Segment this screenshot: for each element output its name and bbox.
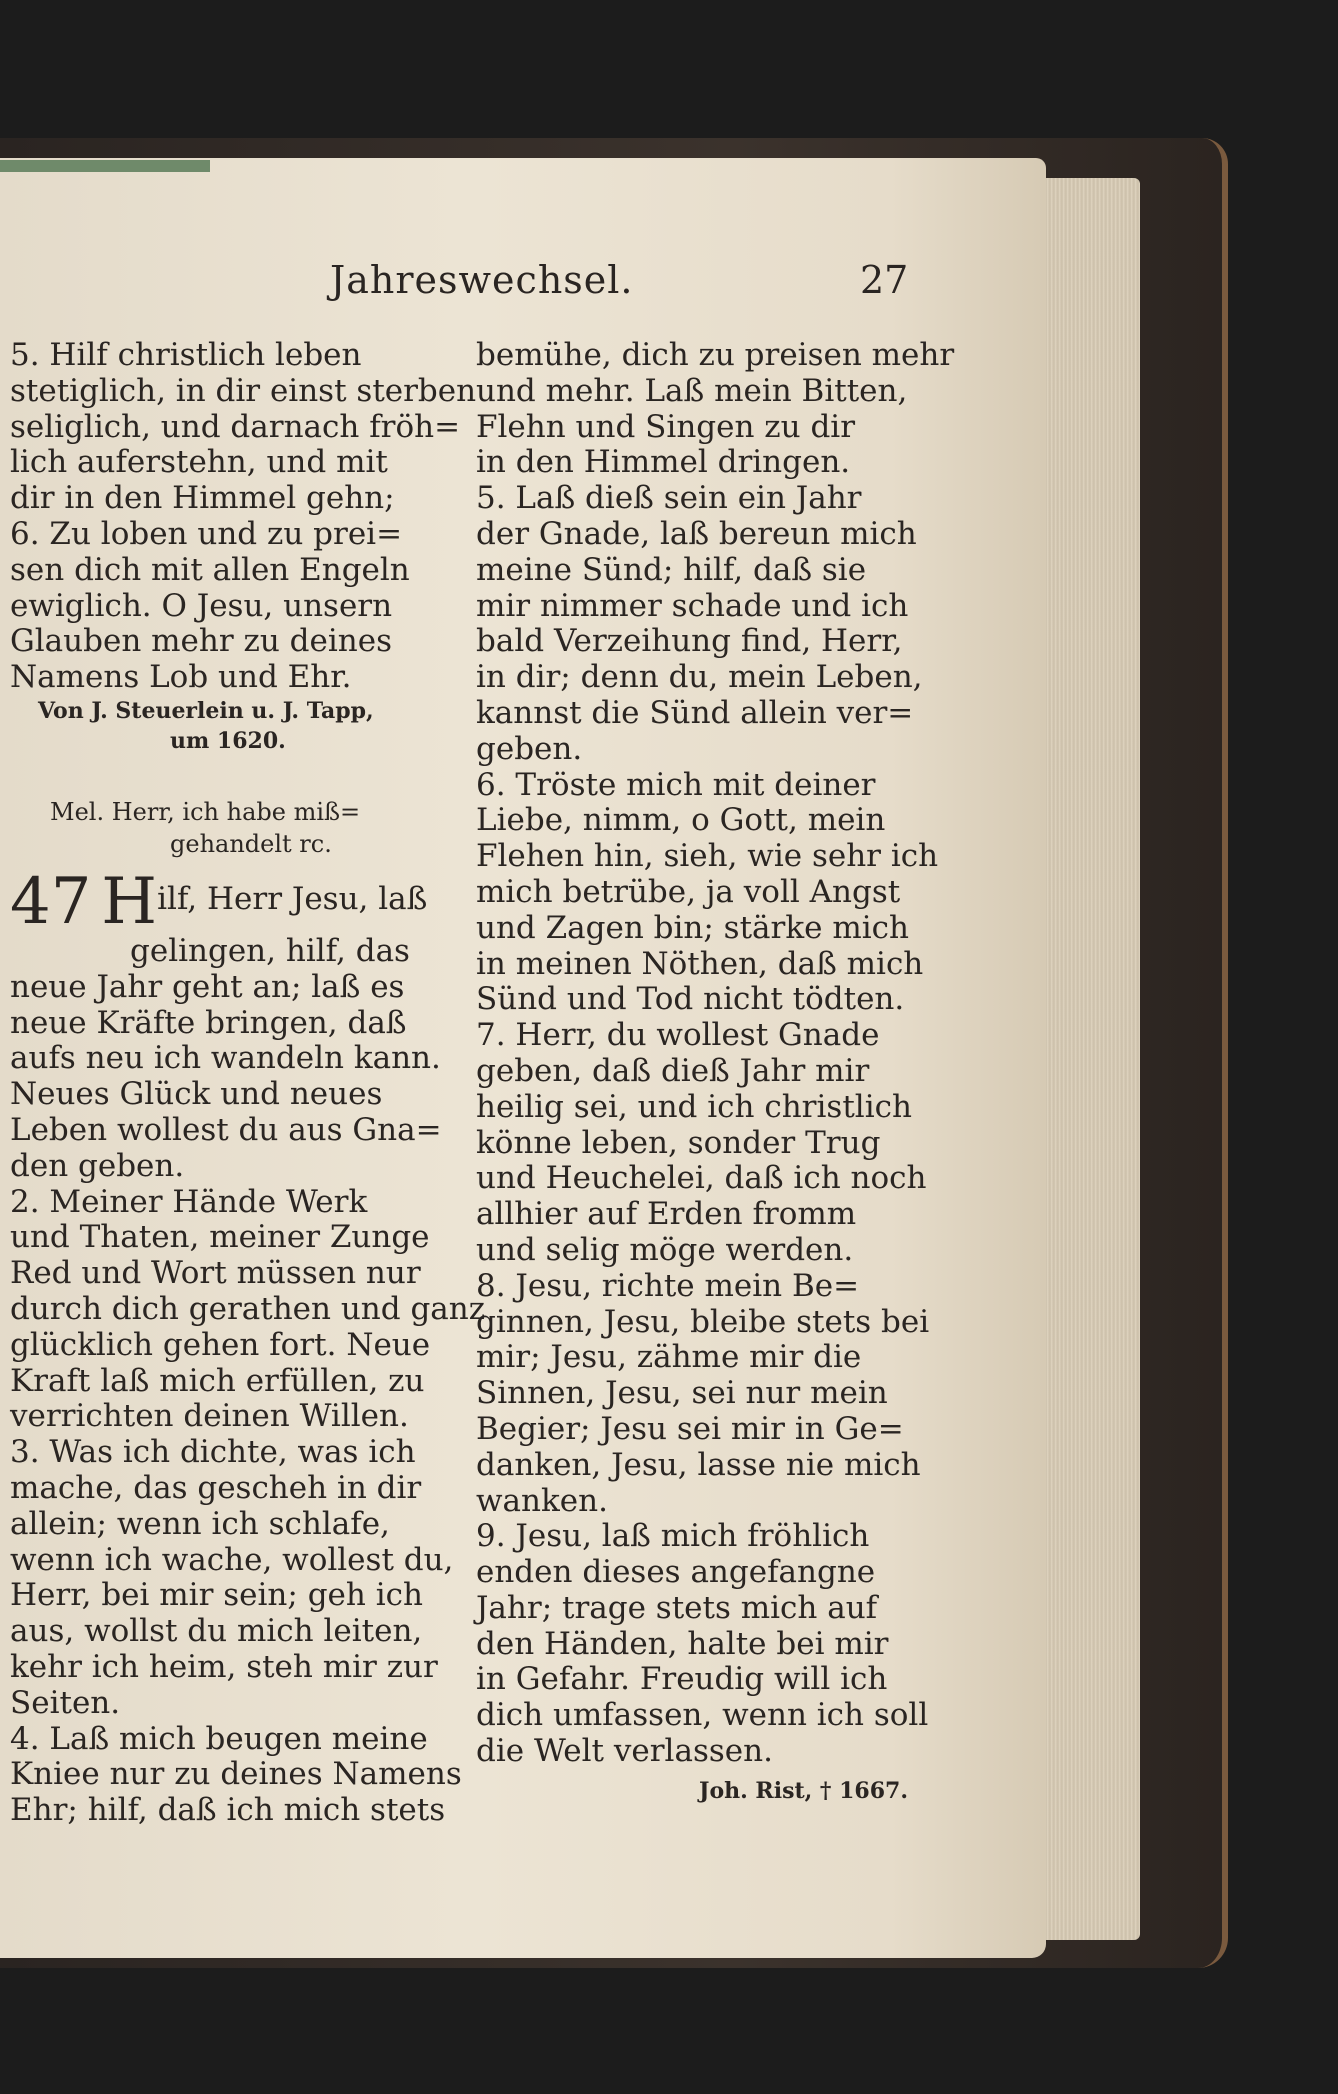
text-line: Herr, bei mir sein; geh ich	[10, 1577, 423, 1614]
text-line: 2. Meiner Hände Werk	[10, 1183, 368, 1220]
text-line: mache, das gescheh in dir	[10, 1469, 422, 1506]
text-line: ginnen, Jesu, bleibe stets bei	[476, 1303, 930, 1340]
text-line: und mehr. Laß mein Bitten,	[476, 372, 908, 409]
text-line: dir in den Himmel gehn;	[10, 480, 395, 517]
text-line: und Thaten, meiner Zunge	[10, 1219, 430, 1256]
text-line: verrichten deinen Willen.	[10, 1398, 409, 1435]
author-attribution-year: um 1620.	[170, 727, 286, 754]
text-line: in den Himmel dringen.	[476, 444, 851, 481]
hymn-first-line	[10, 864, 442, 939]
spacer	[10, 756, 442, 796]
text-line: die Welt verlassen.	[476, 1733, 773, 1770]
text-line: allein; wenn ich schlafe,	[10, 1505, 390, 1542]
text-line: Ehr; hilf, daß ich mich stets	[10, 1792, 446, 1829]
text-line: neue Kräfte bringen, daß	[10, 1004, 407, 1041]
text-line: gelingen, hilf, das	[130, 932, 410, 969]
page-edges	[1040, 178, 1140, 1940]
text-line: meine Sünd; hilf, daß sie	[476, 551, 867, 588]
author-attribution: Von J. Steuerlein u. J. Tapp,	[38, 697, 374, 724]
text-line: stetiglich, in dir einst sterben	[10, 372, 477, 409]
text-line: und Heuchelei, daß ich noch	[476, 1160, 927, 1197]
text-line: mir nimmer schade und ich	[476, 587, 909, 624]
text-line: 7. Herr, du wollest Gnade	[476, 1017, 880, 1054]
text-line: bald Verzeihung find, Herr,	[476, 623, 903, 660]
text-line: kehr ich heim, steh mir zur	[10, 1648, 438, 1685]
text-line: wanken.	[476, 1482, 608, 1519]
text-line: 3. Was ich dichte, was ich	[10, 1434, 416, 1471]
text-line: 9. Jesu, laß mich fröhlich	[476, 1518, 870, 1555]
right-column	[476, 337, 955, 1806]
text-line: 8. Jesu, richte mein Be=	[476, 1267, 860, 1304]
text-line: den geben.	[10, 1147, 185, 1184]
text-line: Kraft laß mich erfüllen, zu	[10, 1362, 425, 1399]
text-line: in Gefahr. Freudig will ich	[476, 1661, 888, 1698]
text-line: Neues Glück und neues	[10, 1076, 383, 1113]
text-line: der Gnade, laß bereun mich	[476, 515, 917, 552]
melody-note: Mel. Herr, ich habe miß=	[50, 797, 361, 826]
text-line: Kniee nur zu deines Namens	[10, 1756, 462, 1793]
text-line: neue Jahr geht an; laß es	[10, 968, 405, 1005]
text-line: danken, Jesu, lasse nie mich	[476, 1446, 921, 1483]
text-line: sen dich mit allen Engeln	[10, 551, 410, 588]
text-line: mich betrübe, ja voll Angst	[476, 873, 901, 910]
text-line: Red und Wort müssen nur	[10, 1255, 421, 1292]
left-column	[10, 337, 486, 1829]
text-line: in meinen Nöthen, daß mich	[476, 945, 924, 982]
text-line: ilf, Herr Jesu, laß	[157, 880, 428, 917]
text-line: 6. Tröste mich mit deiner	[476, 766, 876, 803]
text-line: Namens Lob und Ehr.	[10, 659, 352, 696]
text-line: aus, wollst du mich leiten,	[10, 1613, 423, 1650]
text-line: Leben wollest du aus Gna=	[10, 1111, 442, 1148]
hymn-number: 47	[10, 864, 92, 939]
text-line: 6. Zu loben und zu prei=	[10, 515, 403, 552]
text-line: Sünd und Tod nicht tödten.	[476, 981, 905, 1018]
text-line: Glauben mehr zu deines	[10, 623, 392, 660]
author-attribution: Joh. Rist, † 1667.	[699, 1777, 908, 1804]
text-line: in dir; denn du, mein Leben,	[476, 659, 923, 696]
text-line: aufs neu ich wandeln kann.	[10, 1040, 441, 1077]
text-line: wenn ich wache, wollest du,	[10, 1541, 454, 1578]
text-line: 5. Hilf christlich leben	[10, 337, 362, 373]
text-line: bemühe, dich zu preisen mehr	[476, 337, 955, 373]
text-line: 4. Laß mich beugen meine	[10, 1720, 428, 1757]
text-line: 5. Laß dieß sein ein Jahr	[476, 480, 862, 517]
drop-cap: H	[101, 864, 158, 939]
page-title: Jahreswechsel.	[330, 258, 634, 302]
text-line: und selig möge werden.	[476, 1231, 854, 1268]
text-line: enden dieses angefangne	[476, 1554, 876, 1591]
text-line: kannst die Sünd allein ver=	[476, 694, 914, 731]
text-line: Liebe, nimm, o Gott, mein	[476, 802, 886, 839]
text-line: heilig sei, und ich christlich	[476, 1088, 912, 1125]
text-line: durch dich gerathen und ganz	[10, 1290, 486, 1327]
text-line: den Händen, halte bei mir	[476, 1625, 889, 1662]
text-line: Sinnen, Jesu, sei nur mein	[476, 1375, 888, 1412]
melody-note-cont: gehandelt rc.	[170, 829, 332, 858]
text-line: Jahr; trage stets mich auf	[476, 1589, 878, 1626]
text-line: und Zagen bin; stärke mich	[476, 909, 909, 946]
text-line: ewiglich. O Jesu, unsern	[10, 587, 393, 624]
page-number: 27	[860, 258, 909, 302]
text-line: Flehn und Singen zu dir	[476, 408, 856, 445]
text-line: dich umfassen, wenn ich soll	[476, 1697, 929, 1734]
text-line: Begier; Jesu sei mir in Ge=	[476, 1410, 904, 1447]
text-line: könne leben, sonder Trug	[476, 1124, 881, 1161]
text-line: allhier auf Erden fromm	[476, 1196, 857, 1233]
text-line: lich auferstehn, und mit	[10, 444, 388, 481]
text-line: geben.	[476, 730, 583, 767]
text-line: seliglich, und darnach fröh=	[10, 408, 461, 445]
text-line: mir; Jesu, zähme mir die	[476, 1339, 862, 1376]
text-line: glücklich gehen fort. Neue	[10, 1326, 431, 1363]
text-line: geben, daß dieß Jahr mir	[476, 1052, 870, 1089]
text-line: Flehen hin, sieh, wie sehr ich	[476, 838, 939, 875]
bookmark-strip	[0, 160, 210, 172]
text-line: Seiten.	[10, 1684, 121, 1721]
